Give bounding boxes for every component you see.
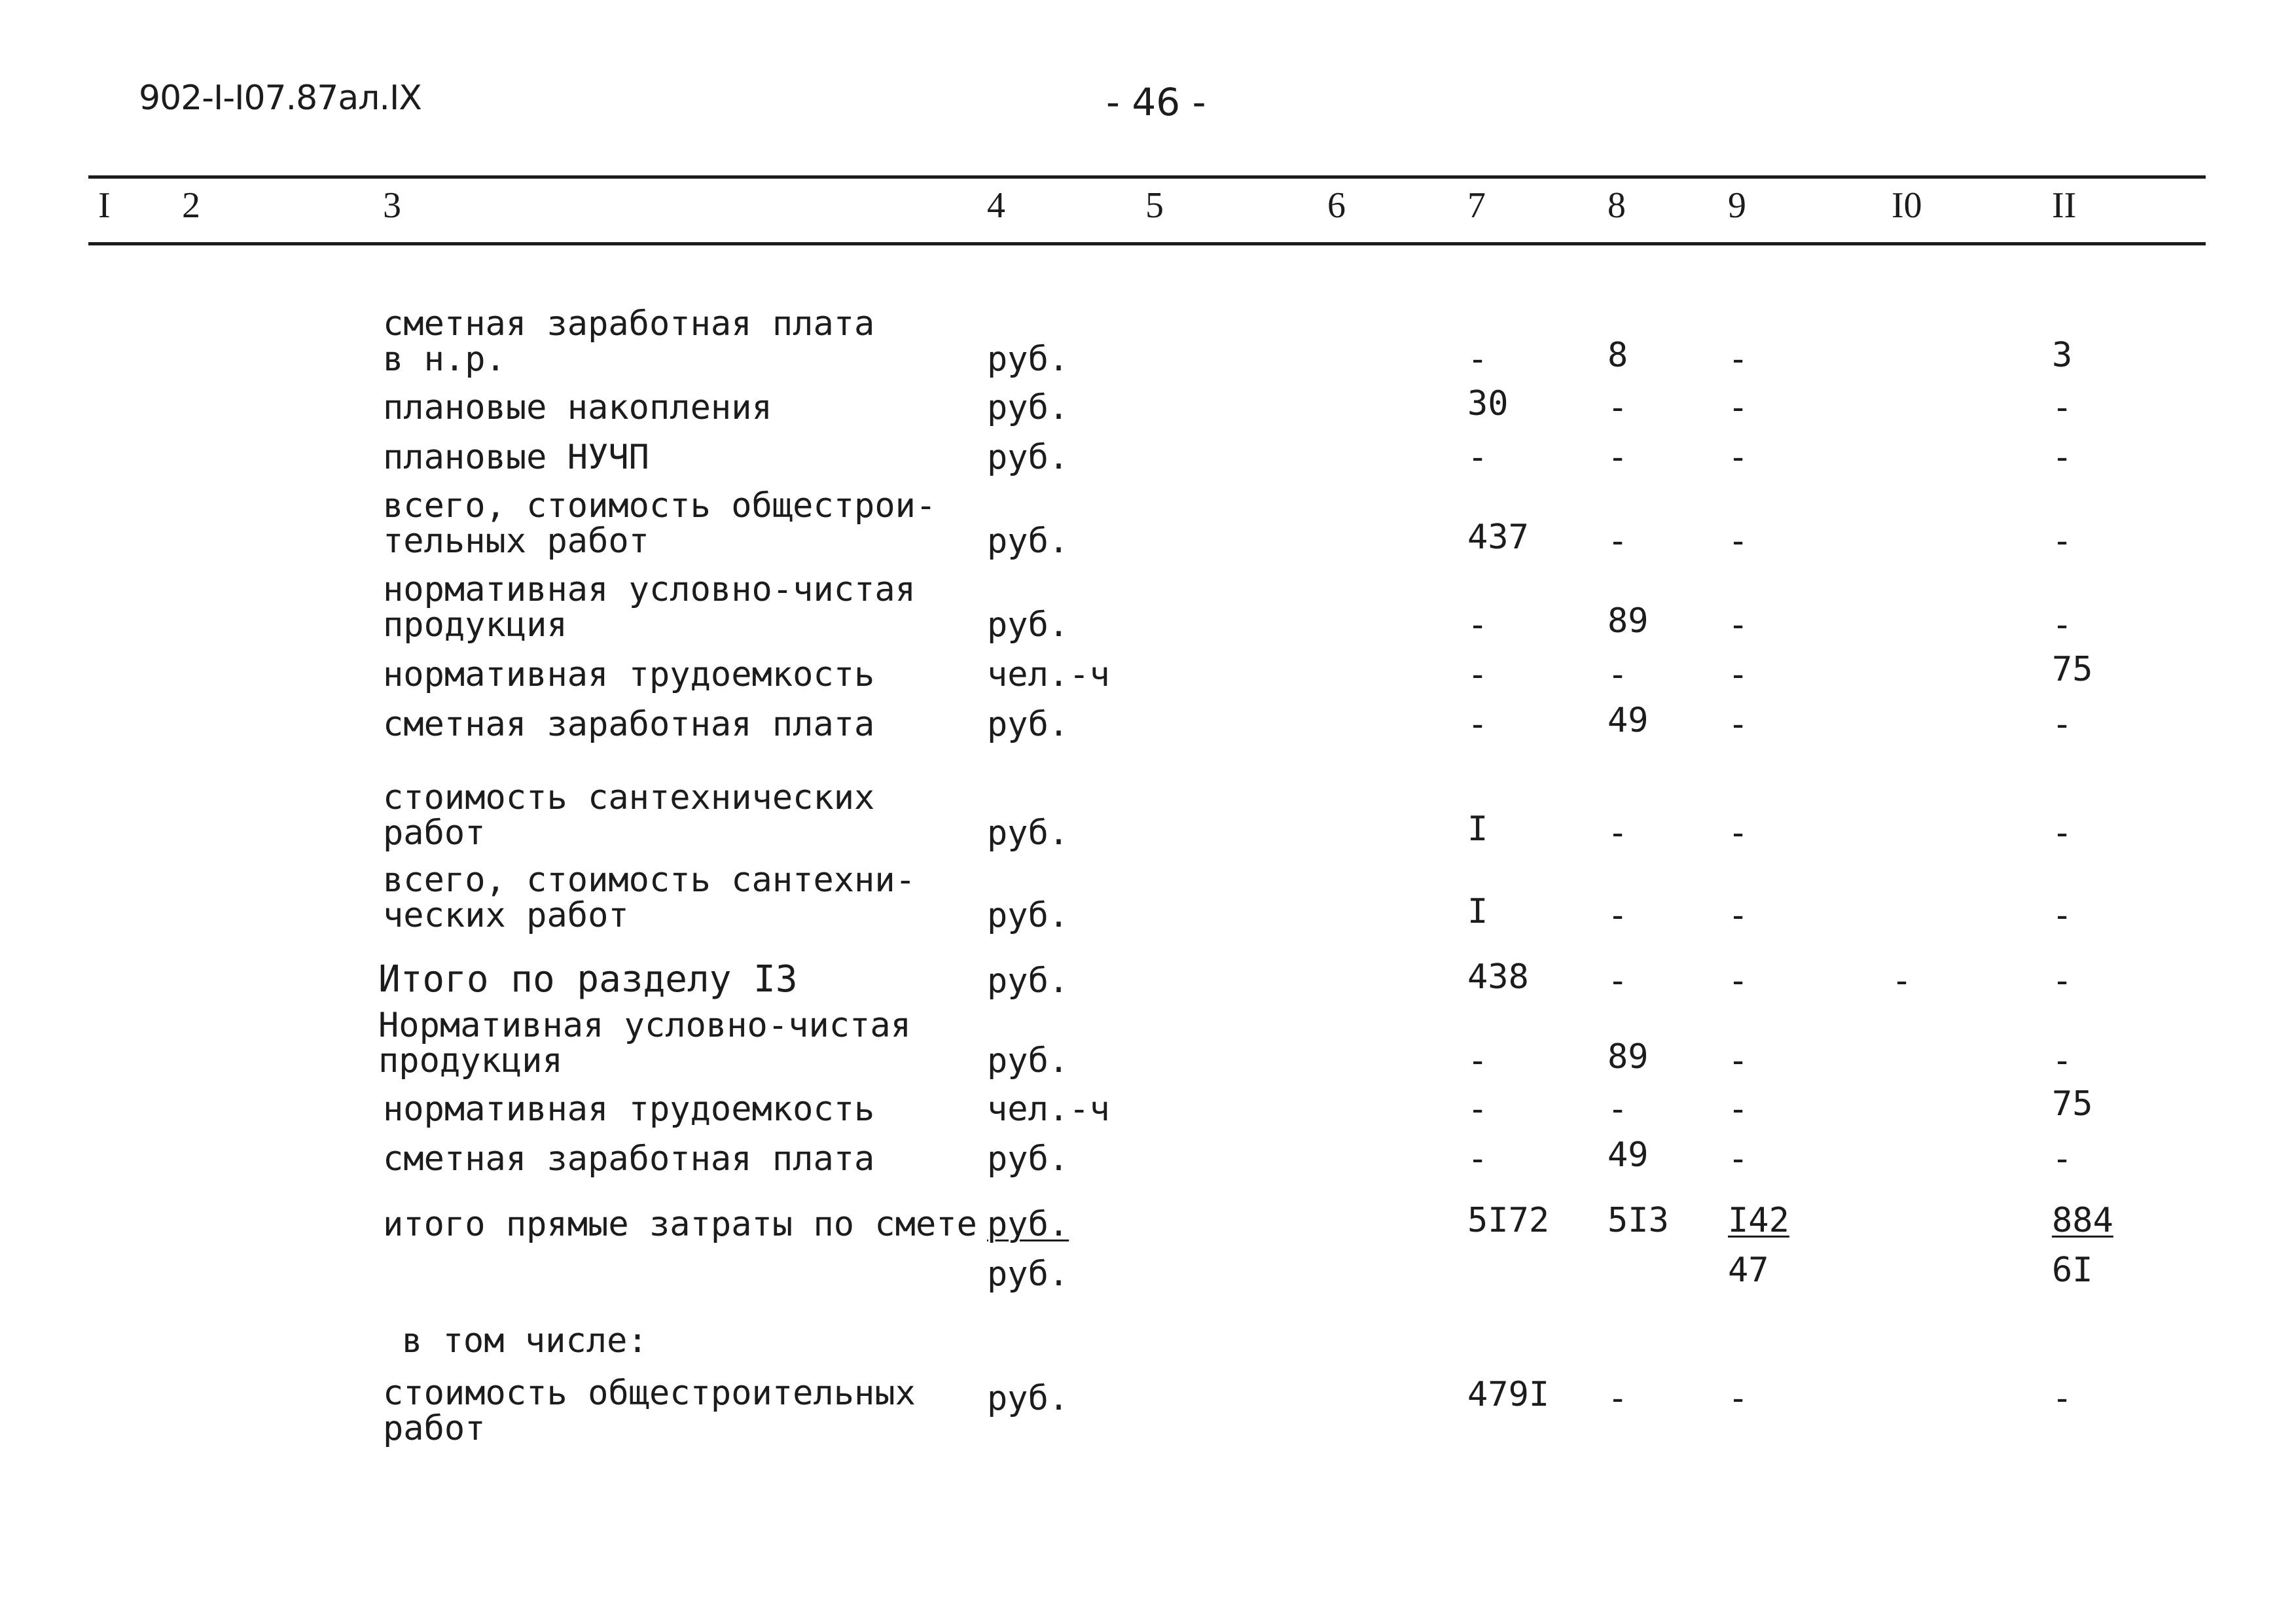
value-col-11: - (2052, 813, 2073, 853)
unit-cell: руб. (987, 438, 1069, 477)
value-col-11: 6I (2052, 1251, 2093, 1290)
value-col-11: - (2052, 522, 2073, 561)
value-col-9: - (1728, 655, 1749, 694)
unit-cell: руб. (987, 340, 1069, 379)
value-col-9: - (1728, 340, 1749, 379)
row-label-line: стоимость общестроительных (383, 1374, 916, 1413)
value-col-7: 30 (1467, 384, 1509, 423)
value-col-11: - (2052, 388, 2073, 427)
value-col-7: - (1467, 1090, 1488, 1129)
unit-cell: руб. (987, 1379, 1069, 1418)
row-label (383, 707, 874, 742)
value-col-7: - (1467, 705, 1488, 744)
value-col-11: - (2052, 896, 2073, 935)
value-col-9: 47 (1728, 1251, 1769, 1290)
column-header-1: I (98, 185, 111, 226)
value-col-11: - (2052, 438, 2073, 477)
unit-cell: руб. (987, 1139, 1069, 1179)
value-col-11: - (2052, 1139, 2073, 1179)
table-top-rule (88, 175, 2206, 179)
row-label (383, 780, 874, 851)
value-col-11: - (2052, 961, 2073, 1001)
value-col-9: - (1728, 522, 1749, 561)
row-label-line: тельных работ (383, 522, 649, 561)
value-col-7: I (1467, 810, 1488, 849)
column-header-5: 5 (1145, 185, 1164, 226)
row-label (383, 863, 916, 933)
row-label-line: сметная заработная плата (383, 1139, 875, 1179)
row-label-line: нормативная трудоемкость (383, 1090, 875, 1129)
column-header-8: 8 (1607, 185, 1626, 226)
value-col-10: - (1892, 961, 1912, 1001)
unit-cell: чел.-ч (987, 1090, 1110, 1129)
value-col-9: - (1728, 1139, 1749, 1179)
row-label-line: плановые НУЧП (383, 438, 649, 477)
unit-cell: руб. (987, 605, 1069, 645)
page-number: - 46 - (1106, 80, 1206, 124)
row-label-line: всего, стоимость сантехни- (383, 861, 916, 900)
row-label-line: ческих работ (383, 896, 629, 935)
value-col-11: - (2052, 705, 2073, 744)
value-col-7: - (1467, 1139, 1488, 1179)
unit-cell: руб. (987, 813, 1069, 853)
value-col-9: - (1728, 705, 1749, 744)
value-col-9: - (1728, 896, 1749, 935)
row-label-line: стоимость сантехнических (383, 778, 875, 817)
value-col-7: 438 (1467, 957, 1529, 997)
document-code: 902-I-I07.87ал.IX (139, 79, 422, 118)
column-header-4: 4 (987, 185, 1005, 226)
row-label (383, 440, 649, 475)
row-label-line: всего, стоимость общестрои- (383, 486, 937, 526)
row-label-line: Нормативная условно-чистая (378, 1006, 911, 1045)
row-label-line: продукция (383, 605, 567, 645)
value-col-9: - (1728, 813, 1749, 853)
value-col-8: 89 (1607, 1037, 1649, 1077)
value-col-8: - (1607, 388, 1628, 427)
value-col-9: - (1728, 438, 1749, 477)
value-col-8: 49 (1607, 1135, 1649, 1175)
row-label (383, 1376, 916, 1446)
column-header-11: II (2052, 185, 2077, 226)
value-col-8: - (1607, 1090, 1628, 1129)
value-col-11: - (2052, 1041, 2073, 1080)
value-col-11: 75 (2052, 650, 2093, 689)
value-col-8: 89 (1607, 601, 1649, 641)
row-label (383, 1141, 874, 1177)
unit-cell: руб. (987, 1255, 1069, 1294)
column-header-10: I0 (1892, 185, 1922, 226)
row-label-line: работ (383, 1409, 486, 1448)
value-col-7: 437 (1467, 518, 1529, 557)
row-label (383, 1207, 977, 1242)
row-label-line: продукция (378, 1041, 563, 1080)
value-col-7: 479I (1467, 1375, 1550, 1414)
value-col-11: 75 (2052, 1084, 2093, 1124)
value-col-8: - (1607, 813, 1628, 853)
unit-cell: чел.-ч (987, 655, 1110, 694)
row-label-line: нормативная трудоемкость (383, 655, 875, 694)
row-label-line: в н.р. (383, 340, 506, 379)
value-col-9: - (1728, 961, 1749, 1001)
row-label (383, 572, 916, 643)
value-col-8: - (1607, 1379, 1628, 1418)
value-col-11: - (2052, 1379, 2073, 1418)
column-header-9: 9 (1728, 185, 1746, 226)
row-label (402, 1323, 648, 1359)
row-label-line: в том числе: (402, 1321, 648, 1361)
row-label-line: Итого по разделу I3 (378, 958, 798, 1001)
row-label (383, 488, 936, 559)
row-label (383, 657, 874, 692)
column-header-6: 6 (1327, 185, 1346, 226)
row-label-line: плановые накопления (383, 388, 772, 427)
value-col-8: - (1607, 438, 1628, 477)
value-col-9: - (1728, 1090, 1749, 1129)
row-label (378, 1008, 911, 1079)
value-col-9: I42 (1728, 1201, 1789, 1240)
value-col-7: I (1467, 892, 1488, 931)
row-label-line: итого прямые затраты по смете (383, 1205, 977, 1244)
value-col-9: - (1728, 1041, 1749, 1080)
value-col-8: - (1607, 896, 1628, 935)
value-col-7: 5I72 (1467, 1201, 1550, 1240)
row-label (383, 390, 772, 425)
value-col-8: - (1607, 655, 1628, 694)
value-col-7: - (1467, 605, 1488, 645)
row-label (383, 1092, 874, 1127)
row-label-line: сметная заработная плата (383, 304, 875, 344)
row-label-line: нормативная условно-чистая (383, 570, 916, 609)
column-header-3: 3 (383, 185, 401, 226)
value-col-9: - (1728, 388, 1749, 427)
value-col-9: - (1728, 1379, 1749, 1418)
table-header-rule (88, 242, 2206, 245)
column-header-2: 2 (182, 185, 200, 226)
column-header-7: 7 (1467, 185, 1486, 226)
value-col-7: - (1467, 1041, 1488, 1080)
unit-cell: руб. (987, 1041, 1069, 1080)
value-col-7: - (1467, 655, 1488, 694)
unit-cell: руб. (987, 522, 1069, 561)
unit-cell: руб. (987, 1205, 1069, 1244)
value-col-7: - (1467, 438, 1488, 477)
value-col-9: - (1728, 605, 1749, 645)
value-col-11: 884 (2052, 1201, 2113, 1240)
value-col-8: 8 (1607, 336, 1628, 375)
row-label (378, 958, 798, 1001)
value-col-8: - (1607, 522, 1628, 561)
value-col-7: - (1467, 340, 1488, 379)
value-col-8: - (1607, 961, 1628, 1001)
row-label (383, 306, 874, 377)
value-col-11: 3 (2052, 336, 2073, 375)
value-col-8: 5I3 (1607, 1201, 1669, 1240)
unit-cell: руб. (987, 705, 1069, 744)
value-col-8: 49 (1607, 701, 1649, 740)
value-col-11: - (2052, 605, 2073, 645)
unit-cell: руб. (987, 896, 1069, 935)
unit-cell: руб. (987, 961, 1069, 1001)
row-label-line: работ (383, 813, 486, 853)
unit-cell: руб. (987, 388, 1069, 427)
row-label-line: сметная заработная плата (383, 705, 875, 744)
